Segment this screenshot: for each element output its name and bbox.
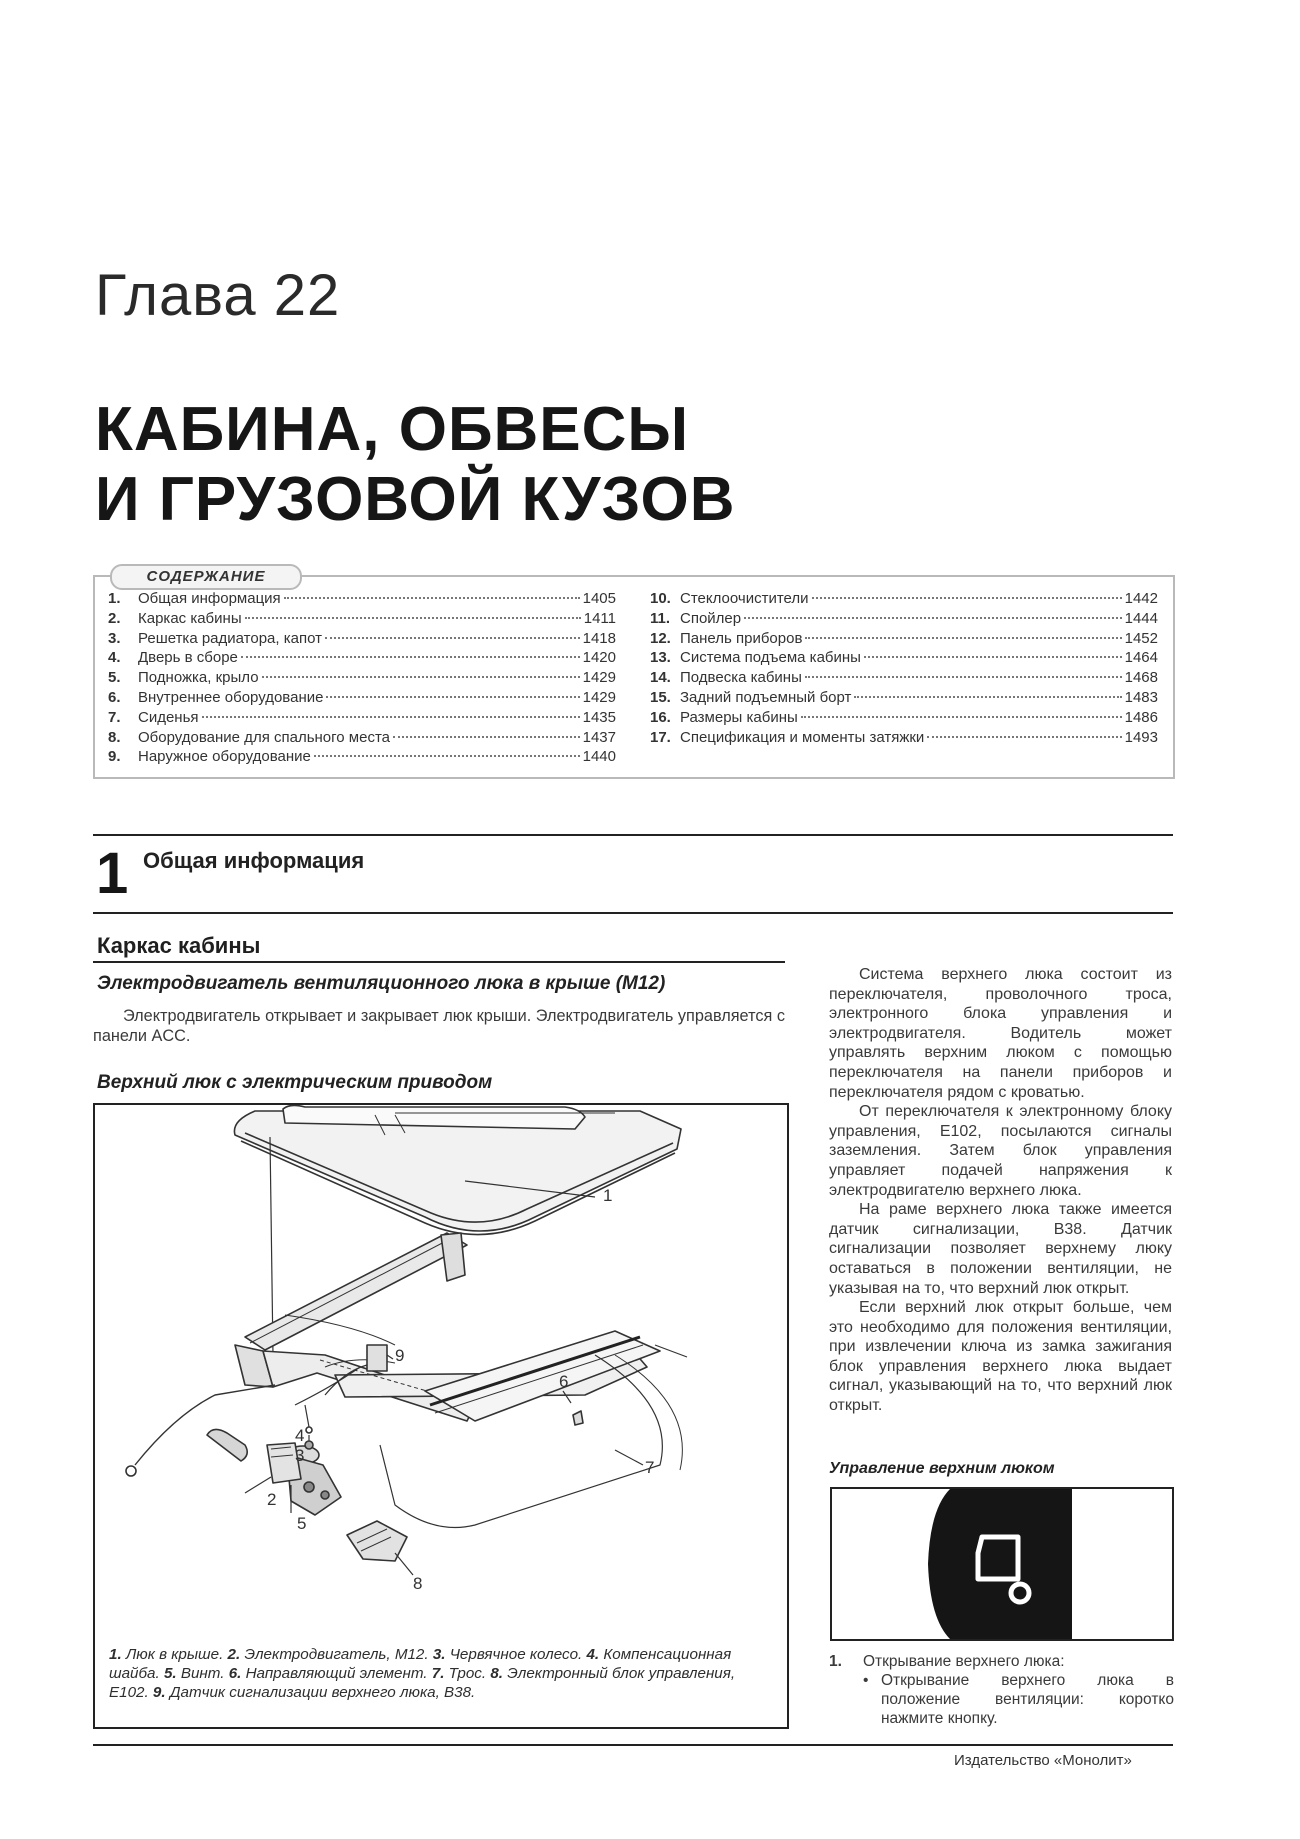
callout-5: 5 <box>297 1514 307 1533</box>
toc-num: 13. <box>650 649 671 667</box>
toc-leader <box>927 736 1121 738</box>
sunroof-figure <box>93 1103 789 1729</box>
roof-hatch <box>234 1105 681 1234</box>
paragraph: Если верхний люк открыт больше, чем это необходимо для положения вентиляции, при извлечении ключа из замка зажигания блок управления верхнего люка выдает сигнал, указывающий на то, что верхний люк открыт. <box>829 1299 1172 1415</box>
toc-page: 1442 <box>1124 590 1158 607</box>
caption-text: Люк в крыше. <box>121 1646 228 1663</box>
toc-entry[interactable] <box>650 709 1158 729</box>
caption-text: Червячное колесо. <box>445 1646 587 1663</box>
toc-page: 1464 <box>1124 649 1158 667</box>
caption-num: 5. <box>163 1665 177 1682</box>
toc-label: Размеры кабины <box>680 708 798 726</box>
toc-label: Наружное оборудование <box>138 748 311 766</box>
right-column-text <box>829 965 1172 1416</box>
control-heading: Управление верхним люком <box>829 1460 1055 1477</box>
toc-entry[interactable] <box>650 630 1158 650</box>
toc-page: 1411 <box>583 609 616 627</box>
motor-paragraph: Электродвигатель открывает и закрывает люк крыши. Электродвигатель управляется с панели ACC. <box>93 1007 785 1045</box>
caption-num: 4. <box>586 1646 600 1663</box>
toc-page: 1483 <box>1124 688 1158 706</box>
toc-leader <box>241 656 580 658</box>
control-list <box>829 1652 1174 1728</box>
caption-num: 6. <box>228 1665 242 1682</box>
toc-num: 7. <box>108 708 121 726</box>
subsection-title: Каркас кабины <box>97 933 261 958</box>
toc-page: 1444 <box>1124 609 1158 627</box>
toc-page: 1435 <box>582 708 616 726</box>
toc-entry[interactable] <box>108 669 616 689</box>
toc-leader <box>314 755 580 757</box>
toc-page: 1440 <box>582 748 616 766</box>
callout-1: 1 <box>603 1186 613 1205</box>
section-top-rule <box>93 834 1173 836</box>
caption-num: 7. <box>431 1665 445 1682</box>
toc-entry[interactable] <box>650 689 1158 709</box>
control-figure <box>830 1487 1174 1641</box>
toc-page: 1429 <box>582 688 616 706</box>
toc-entry[interactable] <box>108 610 616 630</box>
callout-8: 8 <box>413 1574 423 1593</box>
toc-leader <box>262 676 580 678</box>
caption-num: 9. <box>152 1684 166 1701</box>
toc-leader <box>393 736 580 738</box>
control-list-num: 1. <box>829 1653 842 1670</box>
toc-label: Внутреннее оборудование <box>138 688 324 706</box>
callout-2: 2 <box>267 1490 277 1509</box>
toc-label: Система подъема кабины <box>680 649 861 667</box>
callout-4: 4 <box>295 1426 305 1445</box>
caption-text: Компенсационная шайба. <box>109 1646 732 1682</box>
toc-leader <box>245 617 581 619</box>
toc-entry[interactable] <box>108 649 616 669</box>
caption-text: Датчик сигнализации верхнего люка, B38. <box>165 1684 476 1701</box>
toc-page: 1437 <box>582 728 616 746</box>
toc-heading: СОДЕРЖАНИЕ <box>110 564 302 590</box>
caption-num: 3. <box>432 1646 446 1663</box>
toc-label: Панель приборов <box>680 629 803 647</box>
toc-num: 6. <box>108 688 121 706</box>
toc-num: 9. <box>108 748 121 766</box>
toc-left-column <box>108 590 616 768</box>
toc-num: 2. <box>108 609 121 627</box>
toc-entry[interactable] <box>108 630 616 650</box>
toc-leader <box>325 637 580 639</box>
toc-page: 1429 <box>582 669 616 687</box>
toc-page: 1468 <box>1124 669 1158 687</box>
toc-entry[interactable] <box>650 649 1158 669</box>
section-title: Общая информация <box>143 848 365 873</box>
toc-leader <box>326 696 579 698</box>
toc-num: 14. <box>650 669 671 687</box>
toc-label: Стеклоочистители <box>680 590 809 607</box>
toc-label: Оборудование для спального места <box>138 728 390 746</box>
toc-entry[interactable] <box>650 729 1158 749</box>
toc-label: Подножка, крыло <box>138 669 259 687</box>
callout-6: 6 <box>559 1372 569 1391</box>
toc-num: 15. <box>650 688 671 706</box>
sunroof-heading: Верхний люк с электрическим приводом <box>97 1072 493 1093</box>
toc-leader <box>801 716 1122 718</box>
control-list-text: Открывание верхнего люка: <box>863 1653 1065 1670</box>
toc-page: 1418 <box>582 629 616 647</box>
toc-label: Общая информация <box>138 590 281 607</box>
toc-entry[interactable] <box>108 590 616 610</box>
toc-num: 8. <box>108 728 121 746</box>
toc-label: Решетка радиатора, капот <box>138 629 322 647</box>
toc-page: 1486 <box>1124 708 1158 726</box>
toc-leader <box>812 597 1122 599</box>
toc-page: 1405 <box>582 590 616 607</box>
toc-num: 10. <box>650 590 671 607</box>
toc-leader <box>744 617 1122 619</box>
toc-entry[interactable] <box>650 610 1158 630</box>
caption-num: 1. <box>109 1646 122 1663</box>
bullet-icon: • <box>863 1672 869 1689</box>
toc-num: 4. <box>108 649 121 667</box>
toc-entry[interactable] <box>108 709 616 729</box>
caption-text: Трос. <box>444 1665 491 1682</box>
control-list-bullet <box>829 1671 1174 1728</box>
caption-num: 2. <box>227 1646 241 1663</box>
toc-leader <box>805 637 1121 639</box>
toc-entry[interactable] <box>650 590 1158 610</box>
sunroof-exploded-diagram <box>95 1105 787 1635</box>
callout-7: 7 <box>645 1458 655 1477</box>
chapter-title-line-1: КАБИНА, ОБВЕСЫ <box>95 395 690 464</box>
toc-right-column <box>650 590 1158 748</box>
motor-heading: Электродвигатель вентиляционного люка в крыше (M12) <box>97 973 666 994</box>
caption-text: Направляющий элемент. <box>241 1665 432 1682</box>
chapter-label: Глава 22 <box>95 263 341 328</box>
toc-leader <box>284 597 580 599</box>
caption-text: Электродвигатель, M12. <box>240 1646 433 1663</box>
toc-leader <box>854 696 1121 698</box>
caption-text: Электронный блок управления, E102. <box>109 1665 736 1701</box>
switch-dot-icon <box>1011 1584 1029 1602</box>
toc-leader <box>864 656 1122 658</box>
toc-num: 16. <box>650 708 671 726</box>
callout-9: 9 <box>395 1346 405 1365</box>
footer-rule <box>93 1744 1173 1746</box>
control-list-item <box>829 1652 1174 1671</box>
toc-num: 5. <box>108 669 121 687</box>
toc-label: Подвеска кабины <box>680 669 802 687</box>
leader-line-7 <box>615 1450 643 1465</box>
toc-entry[interactable] <box>650 669 1158 689</box>
callout-3: 3 <box>295 1446 305 1465</box>
toc-label: Спецификация и моменты затяжки <box>680 728 925 746</box>
toc-entry[interactable] <box>108 689 616 709</box>
motor-assembly <box>126 1385 341 1515</box>
subsection-rule <box>93 961 785 963</box>
chapter-title-line-2: И ГРУЗОВОЙ КУЗОВ <box>95 465 736 534</box>
toc-page: 1493 <box>1124 728 1158 746</box>
toc-label: Сиденья <box>138 708 199 726</box>
section-bottom-rule <box>93 912 1173 914</box>
toc-page: 1452 <box>1124 629 1158 647</box>
sunroof-switch-illustration <box>832 1489 1172 1639</box>
toc-num: 1. <box>108 590 121 607</box>
chapter-title <box>95 395 736 535</box>
toc-page: 1420 <box>582 649 616 667</box>
toc-label: Спойлер <box>680 609 742 627</box>
toc-label: Каркас кабины <box>138 609 242 627</box>
toc-num: 17. <box>650 728 671 746</box>
caption-num: 8. <box>490 1665 504 1682</box>
caption-text: Винт. <box>176 1665 229 1682</box>
publisher-footer: Издательство «Монолит» <box>954 1752 1132 1769</box>
toc-num: 3. <box>108 629 121 647</box>
toc-num: 11. <box>650 609 671 627</box>
toc-num: 12. <box>650 629 671 647</box>
toc-entry[interactable] <box>108 748 616 768</box>
paragraph: Система верхнего люка состоит из переключателя, проволочного троса, электронного блока управления и электродвигателя. Водитель может управлять верхним люком с помощью переключателя на панели приборов и переключателя рядом с кроватью. <box>829 966 1172 1101</box>
toc-label: Дверь в сборе <box>138 649 238 667</box>
guide-element <box>563 1391 583 1425</box>
paragraph: На раме верхнего люка также имеется датчик сигнализации, B38. Датчик сигнализации позволяет верхнему люку оставаться в положении вентиляции, не указывая на то, что верхний люк открыт. <box>829 1201 1172 1297</box>
figure-caption <box>109 1645 773 1702</box>
paragraph: От переключателя к электронному блоку управления, E102, посылаются сигналы заземления. Затем блок управления управляет подачей напряжения к электродвигателю верхнего люка. <box>829 1103 1172 1199</box>
toc-entry[interactable] <box>108 729 616 749</box>
section-number: 1 <box>96 841 129 906</box>
control-list-bullet-text: Открывание верхнего люка в положение вентиляции: коротко нажмите кнопку. <box>881 1672 1174 1727</box>
toc-leader <box>805 676 1122 678</box>
toc-leader <box>202 716 580 718</box>
electronic-control-unit <box>347 1521 413 1575</box>
toc-label: Задний подъемный борт <box>680 688 852 706</box>
